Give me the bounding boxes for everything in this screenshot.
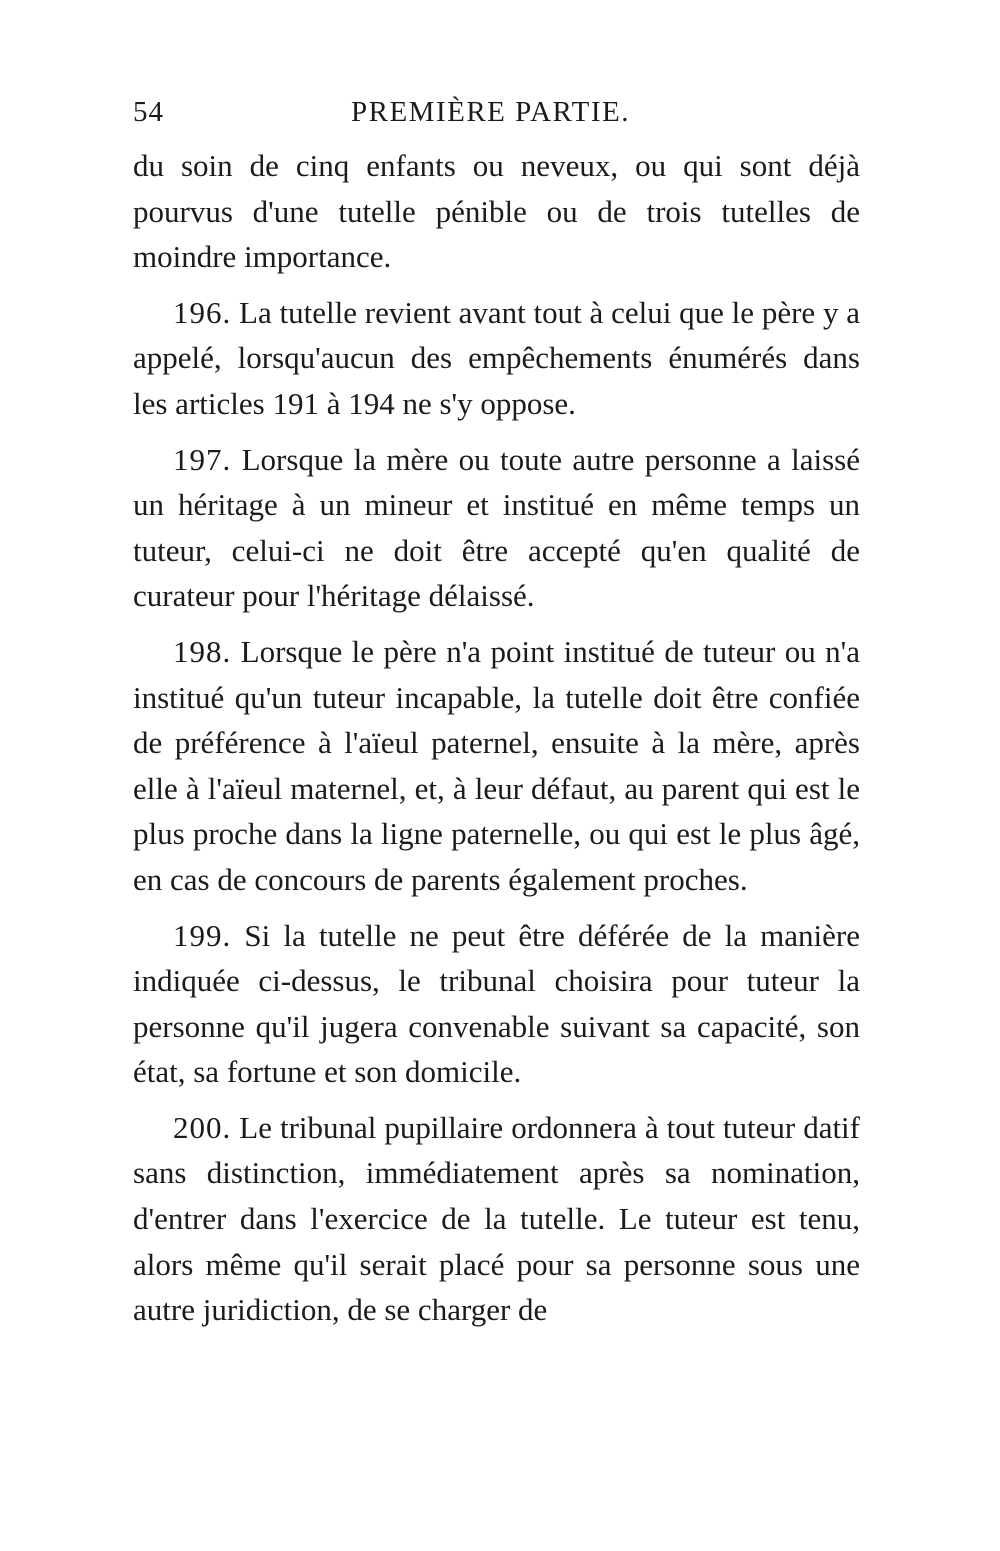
article-number: 196.: [173, 294, 232, 330]
article-text: Si la tutelle ne peut être déférée de la manière indiquée ci-dessus, le tribunal choisira pour tuteur la personne qu'il jugera convenable suivant sa capacité, son état, sa fortune et son domicile.: [133, 917, 860, 1090]
article-text: Le tribunal pupillaire ordonnera à tout tuteur datif sans distinction, immédiatement après sa nomination, d'entrer dans l'exercice de la tutelle. Le tuteur est tenu, alors même qu'il serait placé pour sa personne sous une autre juridiction, de se charger de: [133, 1109, 860, 1328]
article-199: [133, 913, 860, 1095]
article-text: Lorsque le père n'a point institué de tuteur ou n'a institué qu'un tuteur incapable, la tutelle doit être confiée de préférence à l'aïeul paternel, ensuite à la mère, après elle à l'aïeul maternel, et, à leur défaut, au parent qui est le plus proche dans la ligne paternelle, ou qui est le plus âgé, en cas de concours de parents également proches.: [133, 633, 860, 897]
article-number: 199.: [173, 917, 232, 953]
article-number: 197.: [173, 441, 232, 477]
article-text: Lorsque la mère ou toute autre personne a laissé un héritage à un mineur et institué en même temps un tuteur, celui-ci ne doit être accepté qu'en qualité de curateur pour l'héritage délaissé.: [133, 441, 860, 614]
page-number: 54: [133, 96, 164, 128]
running-title: PREMIÈRE PARTIE.: [351, 96, 630, 128]
article-text: La tutelle revient avant tout à celui que le père y a appelé, lorsqu'aucun des empêchements énumérés dans les articles 191 à 194 ne s'y oppose.: [133, 294, 861, 421]
article-196: [133, 290, 860, 427]
article-197: [133, 437, 860, 619]
page-header: [133, 96, 860, 136]
article-200: [133, 1105, 860, 1333]
body-text: [133, 143, 860, 1343]
paragraph-text: du soin de cinq enfants ou neveux, ou qui sont déjà pourvus d'une tutelle pénible ou de trois tutelles de moindre importance.: [133, 148, 860, 275]
article-number: 200.: [173, 1109, 232, 1145]
article-number: 198.: [173, 633, 232, 669]
paragraph-continuation: [133, 143, 860, 280]
article-198: [133, 629, 860, 903]
